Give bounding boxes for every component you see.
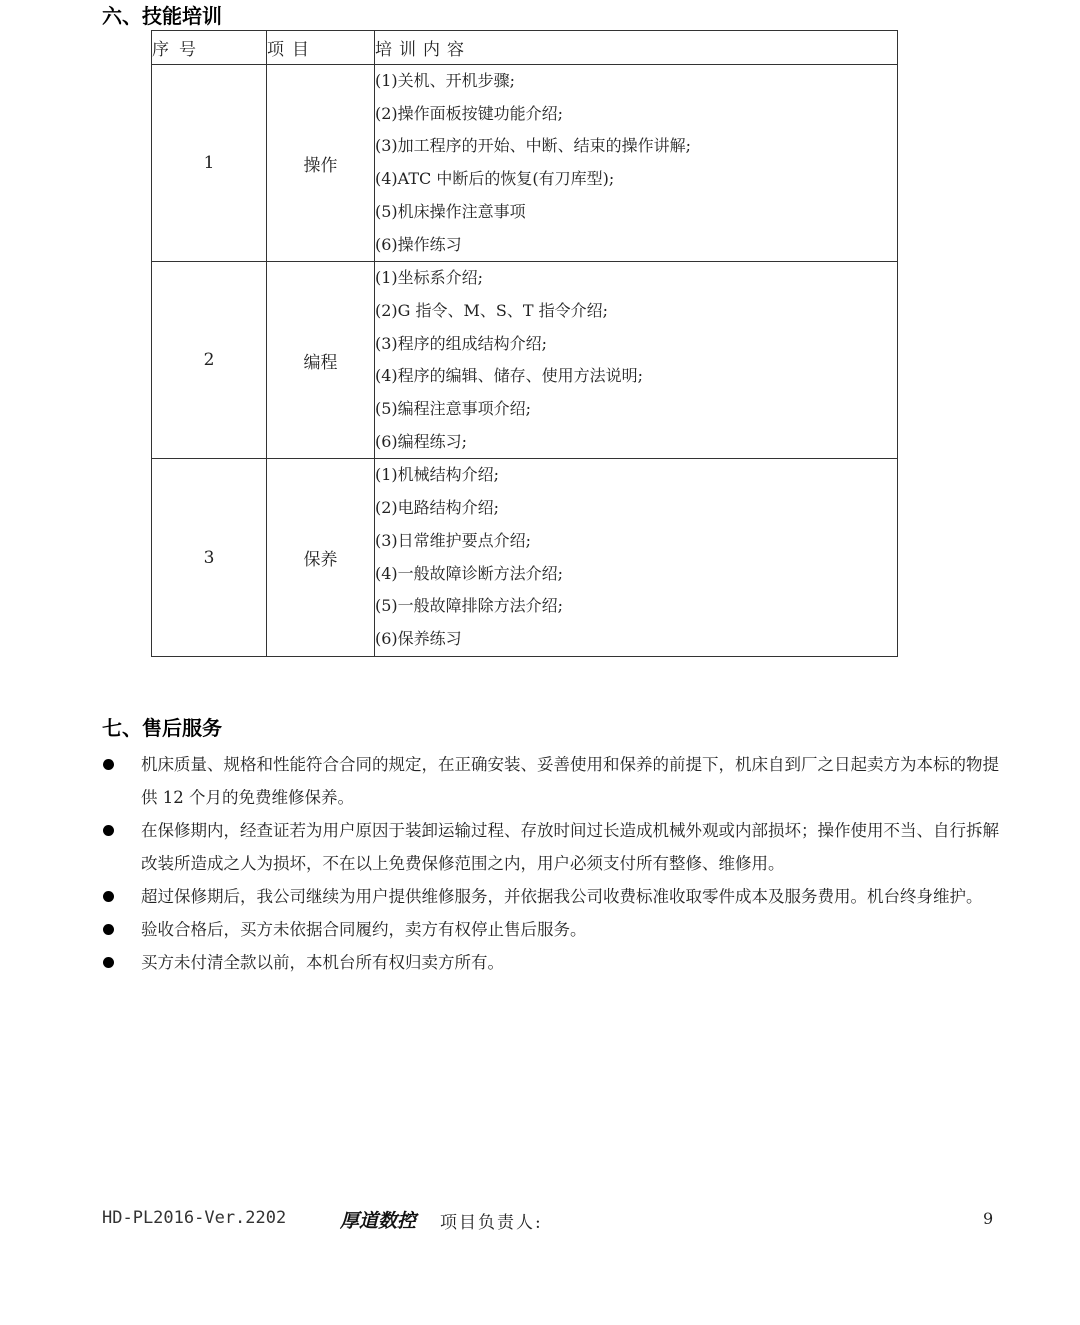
training-content-item: (4)一般故障诊断方法介绍; (375, 563, 564, 583)
row-item-name: 保养 (267, 459, 375, 656)
bullet-dot-icon (103, 825, 114, 836)
training-table-row (152, 65, 898, 262)
service-list-item (100, 913, 1010, 946)
training-content-item: (2)电路结构介绍; (375, 498, 500, 518)
training-content-item: (6)保养练习 (375, 628, 462, 648)
row-training-content (375, 65, 898, 262)
row-serial-number: 2 (152, 262, 267, 459)
header-item: 项目 (267, 31, 375, 65)
row-training-content (375, 459, 898, 656)
training-content-item: (5)编程注意事项介绍; (375, 399, 532, 419)
training-table-row (152, 262, 898, 459)
training-content-item: (6)操作练习 (375, 234, 462, 254)
header-training-content: 培训内容 (375, 31, 898, 65)
training-content-item: (1)机械结构介绍; (375, 465, 500, 485)
section-6-title: 六、技能培训 (102, 4, 222, 28)
service-list-item (100, 946, 1010, 979)
after-sales-service-list (100, 748, 1010, 979)
row-serial-number: 3 (152, 459, 267, 656)
row-training-content (375, 262, 898, 459)
training-content-item: (3)程序的组成结构介绍; (375, 333, 548, 353)
service-item-text: 买方未付清全款以前，本机台所有权归卖方所有。 (141, 953, 504, 972)
page-number: 9 (983, 1209, 994, 1228)
service-list-item (100, 748, 1010, 814)
training-content-item: (1)坐标系介绍; (375, 268, 484, 288)
service-list-item (100, 814, 1010, 880)
training-content-item: (2)操作面板按键功能介绍; (375, 103, 564, 123)
training-content-item: (3)日常维护要点介绍; (375, 530, 532, 550)
training-content-list (375, 459, 897, 655)
bullet-dot-icon (103, 759, 114, 770)
service-item-text: 验收合格后，买方未依据合同履约，卖方有权停止售后服务。 (141, 920, 587, 939)
row-item-name: 操作 (267, 65, 375, 262)
row-serial-number: 1 (152, 65, 267, 262)
training-table-header-row (152, 31, 898, 65)
training-content-item: (5)一般故障排除方法介绍; (375, 596, 564, 616)
training-content-list (375, 65, 897, 261)
training-content-item: (2)G 指令、M、S、T 指令介绍; (375, 300, 609, 320)
section-7-title: 七、售后服务 (102, 716, 222, 740)
bullet-dot-icon (103, 957, 114, 968)
footer-project-owner-label: 项目负责人: (440, 1213, 543, 1233)
training-content-item: (3)加工程序的开始、中断、结束的操作讲解; (375, 136, 692, 156)
training-content-item: (6)编程练习; (375, 431, 468, 451)
training-content-item: (4)ATC 中断后的恢复(有刀库型); (375, 169, 615, 189)
service-list-item (100, 880, 1010, 913)
training-content-list (375, 262, 897, 458)
row-item-name: 编程 (267, 262, 375, 459)
training-table (151, 30, 898, 657)
footer-brand-name: 厚道数控 (340, 1210, 417, 1232)
bullet-dot-icon (103, 924, 114, 935)
training-content-item: (4)程序的编辑、储存、使用方法说明; (375, 366, 644, 386)
service-item-text: 在保修期内，经查证若为用户原因于装卸运输过程、存放时间过长造成机械外观或内部损坏；操作使用不当、自行拆解改装所造成之人为损坏，不在以上免费保修范围之内，用户必须支付所有整修、维修用。 (141, 821, 999, 873)
header-serial-number: 序号 (152, 31, 267, 65)
training-table-row (152, 459, 898, 656)
training-content-item: (5)机床操作注意事项 (375, 201, 526, 221)
footer-document-code: HD-PL2016-Ver.2202 (102, 1208, 287, 1228)
service-item-text: 超过保修期后，我公司继续为用户提供维修服务，并依据我公司收费标准收取零件成本及服务费用。机台终身维护。 (141, 887, 983, 906)
service-item-text: 机床质量、规格和性能符合合同的规定，在正确安装、妥善使用和保养的前提下，机床自到厂之日起卖方为本标的物提供 12 个月的免费维修保养。 (141, 755, 999, 807)
training-content-item: (1)关机、开机步骤; (375, 71, 516, 90)
bullet-dot-icon (103, 891, 114, 902)
